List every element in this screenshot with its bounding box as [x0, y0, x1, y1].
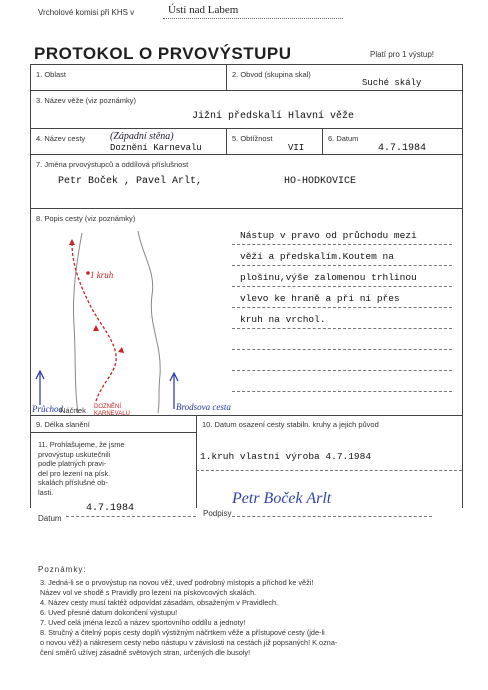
note-item: 3. Jedná-li se o prvovýstup na novou věž, uveď podrobný místopis a příchod ke věži!: [40, 578, 314, 587]
declaration-line: skalách příslušné ob-: [38, 478, 108, 488]
row1-divider: [226, 64, 227, 90]
city-dotted-line: [163, 18, 343, 19]
declaration-line: lasti.: [38, 487, 54, 497]
arrow-mark-3: [93, 325, 99, 331]
sketch-ring-label: 1 kruh: [90, 270, 114, 280]
route-description-underline: [232, 265, 452, 266]
route-path-line: [72, 243, 116, 401]
field-3-label: 3. Název věže (viz poznámky): [36, 96, 137, 105]
row-line-2: [30, 128, 462, 129]
route-description-underline: [232, 286, 452, 287]
validity-note: Platí pro 1 výstup!: [370, 50, 435, 59]
field-10-value: 1.kruh vlastní výroba 4.7.1984: [200, 451, 372, 462]
signatures: Petr Boček Arlt: [232, 490, 332, 507]
sketch-right-label: Brodsova cesta: [176, 402, 231, 412]
field-5-value: VII: [288, 143, 305, 153]
declaration-line: del pro lezení na písk.: [38, 468, 111, 478]
route-description-underline: [232, 370, 452, 371]
row-line-3: [30, 154, 462, 155]
route-description-line: vlevo ke hraně a při ní přes: [240, 293, 400, 304]
declaration-line: prvovýstup uskutečnili: [38, 449, 111, 459]
field-7-club: HO-HODKOVICE: [284, 176, 357, 187]
field-2-label: 2. Obvod (skupina skal): [232, 70, 311, 79]
field-7-names: Petr Boček , Pavel Arlt,: [58, 176, 203, 187]
declaration-line: podle platných pravi-: [38, 459, 107, 469]
row9-divider: [196, 415, 197, 508]
field-4-value-handwritten: (Západní stěna): [110, 131, 174, 142]
route-sketch: [30, 225, 230, 415]
route-description-underline: [232, 349, 452, 350]
note-item: o novou věž) a nákresem cesty nebo nástupu v závislosti na cestách již popsaných! K ozna-: [40, 638, 338, 647]
commission-label: Vrcholové komisi při KHS v: [38, 8, 135, 17]
row-line-1: [30, 90, 462, 91]
notes-title: Poznámky:: [38, 565, 87, 574]
sketch-route-label: DOZNĚNÍ KARNEVALU: [94, 404, 130, 417]
route-description-line: plošinu,výše zalomenou trhlinou: [240, 272, 417, 283]
note-item: 8. Stručný a čitelný popis cesty doplň výstižným náčrtkem věže a přístupové cesty (jde-li: [40, 628, 325, 637]
field-6-value: 4.7.1984: [378, 143, 427, 154]
note-item: Název vol ve shodě s Pravidly pro lezení na pískovcových skalách.: [40, 588, 257, 597]
frame-top: [30, 64, 462, 65]
route-description-underline: [232, 328, 452, 329]
rock-outline: [73, 231, 160, 413]
field-2-value: Suché skály: [362, 78, 422, 88]
notes-list: [40, 578, 337, 658]
field-8-label: 8. Popis cesty (viz poznámky): [36, 214, 136, 223]
arrow-mark-1: [69, 239, 75, 245]
route-description-line: kruh na vrchol.: [240, 314, 326, 325]
row11-top: [30, 432, 196, 433]
field-6-label: 6. Datum: [328, 134, 359, 143]
field-7-label: 7. Jména prvovýstupců a oddílová příslušnost: [36, 160, 189, 169]
commission-city: Ústí nad Labem: [168, 4, 239, 16]
route-description-line: Nástup v pravo od průchodu mezi: [240, 230, 417, 241]
declaration-line: 11. Prohlašujeme, že jsme: [38, 440, 125, 449]
row-line-5: [30, 415, 462, 416]
field-4-label: 4. Název cesty: [36, 134, 86, 143]
note-item: 7. Uveď celá jména lezců a název sportovního oddílu a jednoty!: [40, 618, 246, 627]
declaration-text: [38, 440, 125, 498]
signatures-label: Podpisy: [203, 509, 232, 518]
date-value: 4.7.1984: [86, 503, 135, 514]
frame-right: [462, 64, 463, 508]
date-label: Datum: [38, 514, 62, 523]
sketch-label: Náčrtek: [60, 406, 86, 415]
note-item: 4. Název cesty musí taktéž odpovídat zásadám, obsaženým v Pravidlech.: [40, 598, 279, 607]
sketch-left-label: Průchod: [32, 404, 63, 414]
note-item: 6. Uveď přesné datum dokončení výstupu!: [40, 608, 178, 617]
rock-right-edge: [138, 231, 160, 413]
field-9-label: 9. Délka slanění: [36, 420, 90, 429]
arrow-mark-2: [118, 347, 124, 353]
field-10-underline: [196, 470, 462, 471]
row-line-4: [30, 208, 462, 209]
date-underline: [66, 516, 196, 517]
route-description-underline: [232, 307, 452, 308]
route-path: [72, 243, 116, 401]
field-1-label: 1. Oblast: [36, 70, 67, 79]
rock-left-edge: [73, 233, 82, 413]
field-5-label: 5. Obtížnost: [232, 134, 273, 143]
signatures-underline: [232, 516, 432, 517]
field-10-label: 10. Datum osazení cesty stabiln. kruhy a jejich původ: [202, 420, 379, 429]
field-3-value: Jižní předskalí Hlavní věže: [192, 111, 355, 122]
note-item: čení směrů užívej zásadně světových stran, určených dle busoly!: [40, 648, 251, 657]
row4-divider-b: [322, 128, 323, 154]
route-description-underline: [232, 391, 452, 392]
row4-divider-a: [226, 128, 227, 154]
route-marks: [69, 239, 124, 353]
route-description-line: věží a předskalím.Koutem na: [240, 251, 394, 262]
page-title: PROTOKOL O PRVOVÝSTUPU: [34, 44, 292, 63]
field-4-value: Doznění Karnevalu: [110, 143, 202, 153]
route-description-underline: [232, 244, 452, 245]
